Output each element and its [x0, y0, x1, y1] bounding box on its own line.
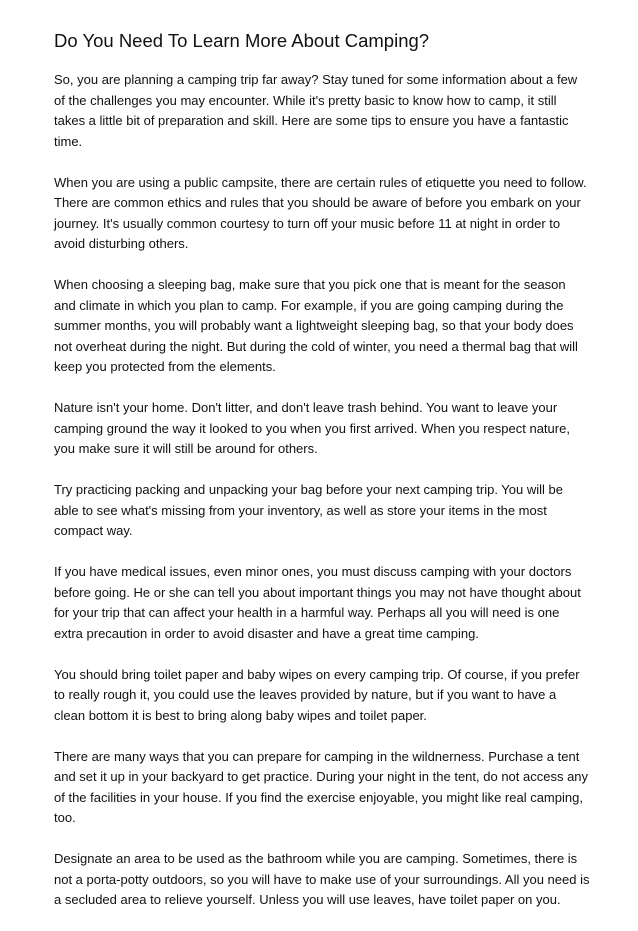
paragraph	[54, 173, 590, 255]
paragraph-line: You should bring toilet paper and baby wipes on every camping trip. Of course, if you prefer	[54, 666, 580, 682]
document-body	[54, 70, 590, 931]
paragraph-line: Nature isn't your home. Don't litter, and don't leave trash behind. You want to leave your	[54, 400, 558, 415]
paragraph-line: avoid disturbing others.	[54, 236, 189, 251]
paragraph	[54, 562, 590, 644]
paragraph-line: too.	[54, 810, 76, 825]
paragraph-line: time.	[54, 133, 83, 149]
paragraph-line: When choosing a sleeping bag, make sure that you pick one that is meant for the season	[54, 277, 566, 292]
paragraph-line: clean bottom it is best to bring along baby wipes and toilet paper.	[54, 707, 427, 723]
paragraph-line: and climate in which you plan to camp. For example, if you are going camping during the	[54, 297, 564, 313]
document-title: Do You Need To Learn More About Camping?	[54, 30, 430, 51]
paragraph-line: to really rough it, you could use the leaves provided by nature, but if you want to have a	[54, 687, 557, 702]
paragraph	[54, 70, 590, 152]
paragraph-line: Try practicing packing and unpacking your bag before your next camping trip. You will be	[54, 482, 563, 497]
paragraph	[54, 849, 590, 911]
paragraph-line: takes a little bit of preparation and skill. Here are some tips to ensure you have a fantastic	[54, 113, 569, 128]
paragraph-line: compact way.	[54, 523, 133, 538]
paragraph-line: When you are using a public campsite, there are certain rules of etiquette you need to follow.	[54, 174, 587, 190]
paragraph-line: not a porta-potty outdoors, so you will have to make use of your surroundings. All you need is	[54, 871, 590, 887]
paragraph-line: and set it up in your backyard to get practice. During your night in the tent, do not access any	[54, 769, 589, 784]
paragraph-line: not overheat during the night. But during the cold of winter, you need a thermal bag that will	[54, 338, 578, 354]
paragraph-line: summer months, you will probably want a lightweight sleeping bag, so that your body does	[54, 318, 574, 333]
paragraph-line: extra precaution in order to avoid disaster and have a great time camping.	[54, 625, 479, 641]
paragraph-line: There are many ways that you can prepare for camping in the wildnerness. Purchase a tent	[54, 748, 580, 764]
paragraph-line: So, you are planning a camping trip far away? Stay tuned for some information about a few	[54, 72, 578, 87]
paragraph-line: There are common ethics and rules that you should be aware of before you embark on your	[54, 195, 581, 210]
paragraph	[54, 480, 590, 542]
paragraph-line: of the challenges you may encounter. While it's pretty basic to know how to camp, it still	[54, 92, 557, 108]
paragraph-line: Designate an area to be used as the bathroom while you are camping. Sometimes, there is	[54, 851, 578, 866]
paragraph-line: If you have medical issues, even minor ones, you must discuss camping with your doctors	[54, 564, 572, 579]
paragraph-line: of the facilities in your house. If you find the exercise enjoyable, you might like real camping,	[54, 789, 583, 805]
paragraph-line: before going. He or she can tell you about important things you may not have thought about	[54, 584, 581, 600]
paragraph	[54, 398, 590, 460]
paragraph-line: camping ground the way it looked to you when you first arrived. When you respect nature,	[54, 420, 570, 436]
paragraph	[54, 665, 590, 727]
paragraph-line: keep you protected from the elements.	[54, 359, 276, 374]
paragraph-line: able to see what's missing from your inventory, as well as store your items in the most	[54, 502, 547, 518]
paragraph-line: a secluded area to relieve yourself. Unless you will use leaves, have toilet paper on you.	[54, 892, 561, 907]
paragraph	[54, 275, 590, 378]
paragraph-line: for your trip that can affect your health in a harmful way. Perhaps all you will need is one	[54, 605, 560, 620]
paragraph-line: journey. It's usually common courtesy to turn off your music before 11 at night in order to	[54, 215, 561, 231]
paragraph	[54, 747, 590, 829]
paragraph-line: you make sure it will still be around for others.	[54, 441, 318, 456]
